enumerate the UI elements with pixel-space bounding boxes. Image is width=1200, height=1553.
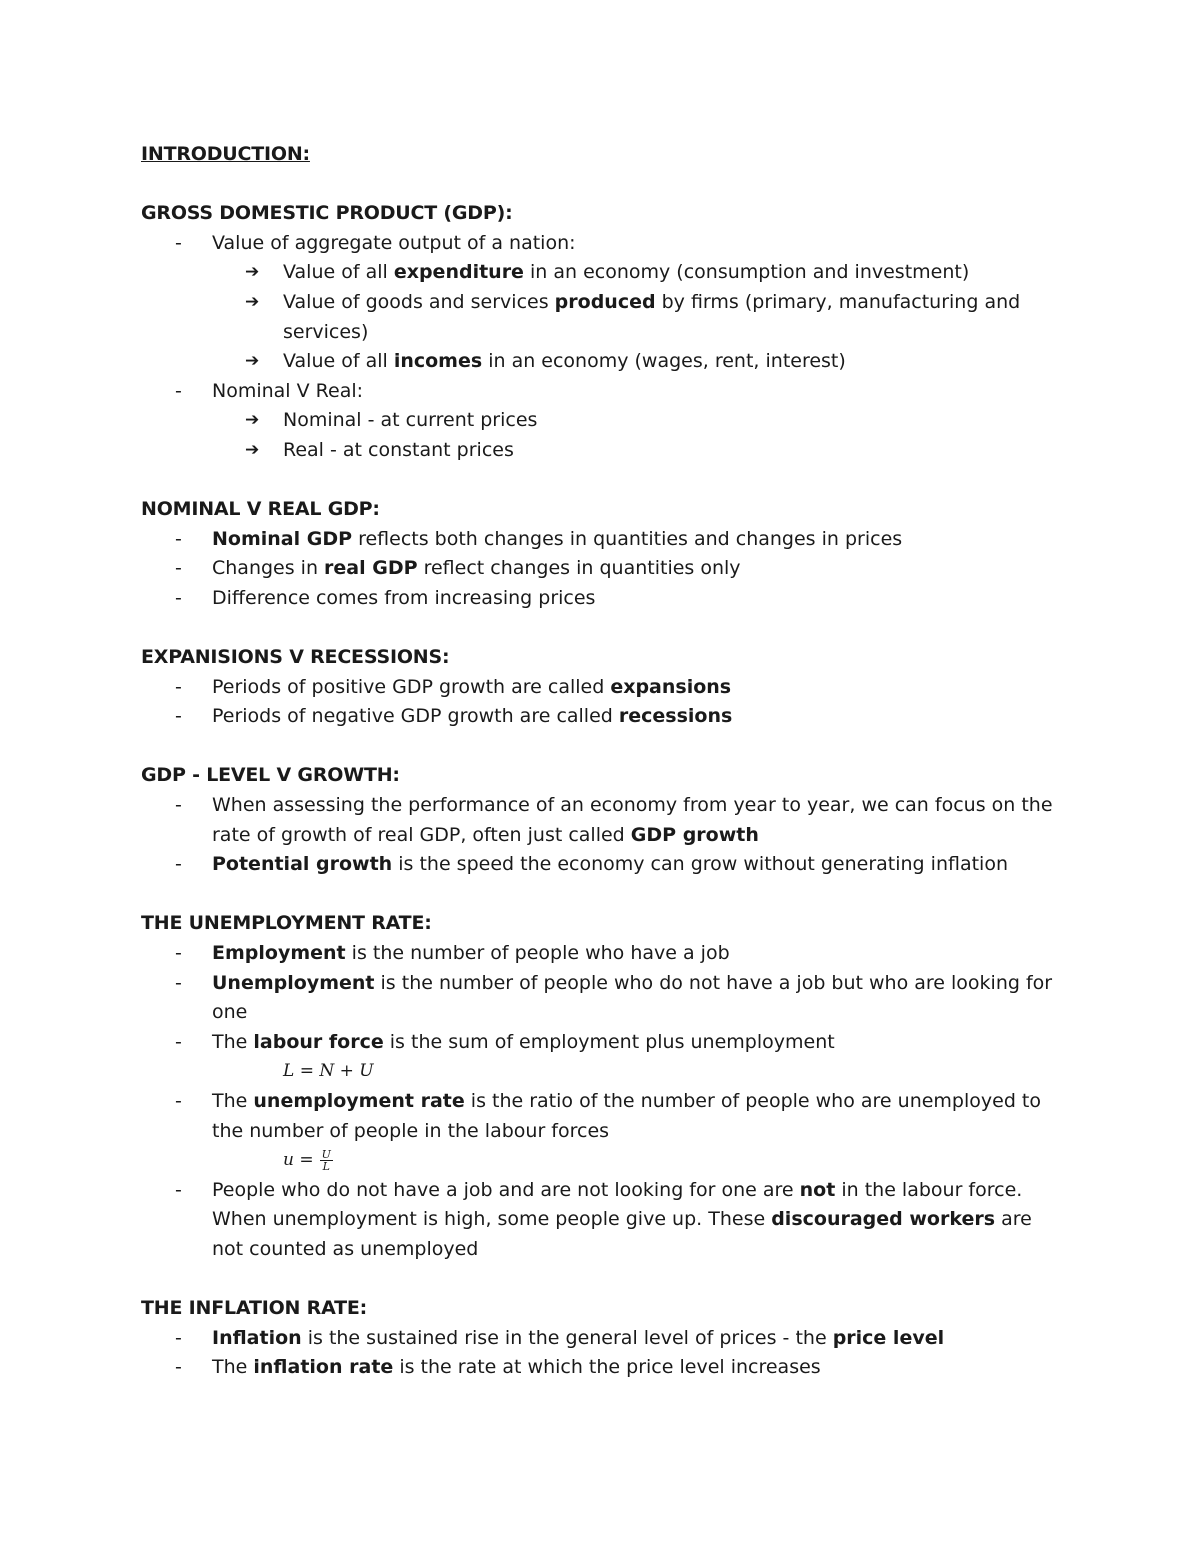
arrow-icon: ➔ xyxy=(245,439,260,460)
inflation-heading: THE INFLATION RATE: xyxy=(141,1297,368,1320)
labour-force-formula: L = N + U xyxy=(283,1061,374,1082)
fraction: $\frac{U}{L}$ xyxy=(321,1148,331,1174)
intro-heading: INTRODUCTION: xyxy=(141,143,310,165)
sub-list-item: ➔ Value of all incomes in an economy (wages, rent, interest) xyxy=(141,347,1061,377)
list-item: - People who do not have a job and are not looking for one are not in the labour force. When unemployment is high, some people give up. These discouraged workers are not counted as unemployed xyxy=(141,1176,1061,1265)
arrow-icon: ➔ xyxy=(245,351,260,372)
sub-list-item: ➔ Value of goods and services produced by firms (primary, manufacturing and services) xyxy=(141,288,1061,347)
dash-marker: - xyxy=(175,942,182,965)
nominal-real-heading: NOMINAL V REAL GDP: xyxy=(141,498,380,521)
dash-marker: - xyxy=(175,1178,182,1201)
dash-marker: - xyxy=(175,1090,182,1112)
list-item: - Nominal V Real: xyxy=(141,377,1061,407)
gdp-heading: GROSS DOMESTIC PRODUCT (GDP): xyxy=(141,202,513,225)
level-growth-heading: GDP - LEVEL V GROWTH: xyxy=(141,764,400,787)
dash-marker: - xyxy=(175,231,182,254)
list-item: - The labour force is the sum of employment plus unemployment xyxy=(141,1028,1061,1058)
sub-list-item: ➔ Real - at constant prices xyxy=(141,436,1061,466)
list-item: - Potential growth is the speed the economy can grow without generating inflation xyxy=(141,850,1061,880)
dash-marker: - xyxy=(175,794,182,817)
unemployment-heading: THE UNEMPLOYMENT RATE: xyxy=(141,912,432,935)
unemployment-rate-formula: u = $\frac{U}{L}$ xyxy=(283,1148,331,1174)
dash-marker: - xyxy=(175,705,182,728)
list-item: - Difference comes from increasing prices xyxy=(141,584,1061,614)
dash-marker: - xyxy=(175,557,182,580)
sub-list-item: ➔ Value of all expenditure in an economy (consumption and investment) xyxy=(141,258,1061,288)
sub-list-item: ➔ Nominal - at current prices xyxy=(141,406,1061,436)
expansions-heading: EXPANISIONS V RECESSIONS: xyxy=(141,646,450,669)
dash-marker: - xyxy=(175,1326,182,1349)
list-item: - Periods of negative GDP growth are called recessions xyxy=(141,702,1061,732)
arrow-icon: ➔ xyxy=(245,291,260,312)
list-item: - The unemployment rate is the ratio of the number of people who are unemployed to the number of people in the labour forces xyxy=(141,1087,1061,1146)
dash-marker: - xyxy=(175,853,182,876)
dash-marker: - xyxy=(175,971,182,994)
dash-marker: - xyxy=(175,379,182,402)
list-item: - Unemployment is the number of people who do not have a job but who are looking for one xyxy=(141,969,1061,1028)
dash-marker: - xyxy=(175,586,182,609)
list-item: - The inflation rate is the rate at which the price level increases xyxy=(141,1353,1061,1383)
dash-marker: - xyxy=(175,1030,182,1053)
dash-marker: - xyxy=(175,1356,182,1379)
list-item: - Nominal GDP reflects both changes in quantities and changes in prices xyxy=(141,525,1061,555)
dash-marker: - xyxy=(175,527,182,550)
list-item: - When assessing the performance of an economy from year to year, we can focus on the rate of growth of real GDP, often just called GDP growth xyxy=(141,791,1061,850)
list-item: - Inflation is the sustained rise in the general level of prices - the price level xyxy=(141,1324,1061,1354)
list-item: - Value of aggregate output of a nation: xyxy=(141,229,1061,259)
list-item: - Periods of positive GDP growth are called expansions xyxy=(141,673,1061,703)
list-item: - Changes in real GDP reflect changes in quantities only xyxy=(141,554,1061,584)
arrow-icon: ➔ xyxy=(245,410,260,431)
dash-marker: - xyxy=(175,675,182,698)
arrow-icon: ➔ xyxy=(245,262,260,283)
document-page xyxy=(141,140,1061,1383)
list-item: - Employment is the number of people who have a job xyxy=(141,939,1061,969)
